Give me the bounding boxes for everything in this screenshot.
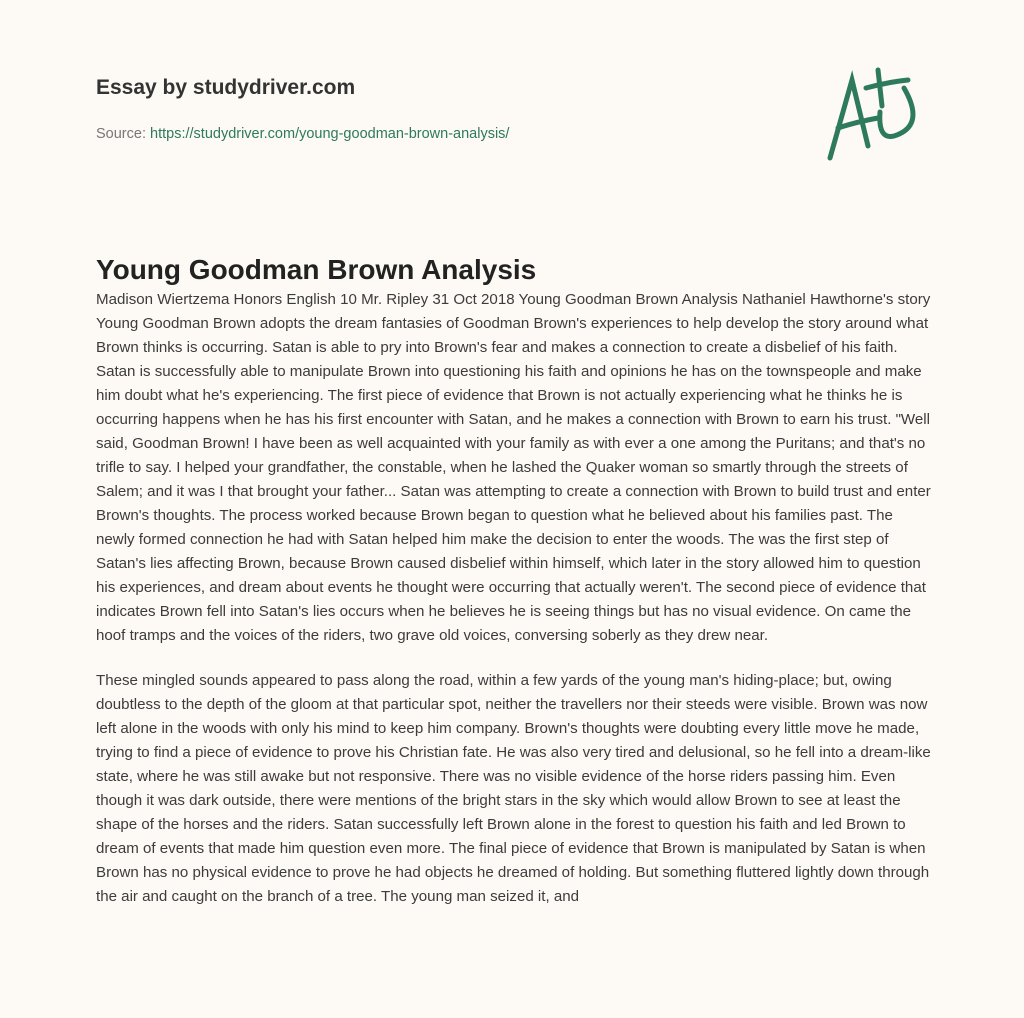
source-line — [96, 126, 509, 142]
brand-title: Essay by studydriver.com — [96, 76, 356, 99]
source-link[interactable]: https://studydriver.com/young-goodman-brown-analysis/ — [150, 126, 510, 142]
essay-header — [96, 76, 509, 142]
essay-paragraph: These mingled sounds appeared to pass along the road, within a few yards of the young man's hiding-place; but, owing doubtless to the depth of the gloom at that particular spot, neither the travellers nor their steeds were visible. Brown was now left alone in the woods with only his mind to keep him company. Brown's thoughts were doubting every little move he made, trying to find a piece of evidence to prove his Christian fate. He was also very tired and delusional, so he fell into a dream-like state, where he was still awake but not responsive. There was no visible evidence of the horse riders passing him. Even though it was dark outside, there were mentions of the bright stars in the sky which would allow Brown to see at least the shape of the horses and the riders. Satan successfully left Brown alone in the forest to question his faith and led Brown to dream of events that made him question even more. The final piece of evidence that Brown is manipulated by Satan is when Brown has no physical evidence to prove he had objects he dreamed of holding. But something fluttered lightly down through the air and caught on the branch of a tree. The young man seized it, and — [96, 672, 931, 905]
page-title: Young Goodman Brown Analysis — [96, 254, 537, 285]
source-label: Source: — [96, 126, 146, 142]
essay-paragraph: Madison Wiertzema Honors English 10 Mr. Ripley 31 Oct 2018 Young Goodman Brown Analysis Nathaniel Hawthorne's story Young Goodman Brown adopts the dream fantasies of Goodman Brown's experiences to help develop the story around what Brown thinks is occurring. Satan is able to pry into Brown's fear and makes a connection to create a disbelief of his faith. Satan is successfully able to manipulate Brown into questioning his faith and opinions he has on the townspeople and make him doubt what he's experiencing. The first piece of evidence that Brown is not actually experiencing what he thinks he is occurring happens when he has his first encounter with Satan, and he makes a connection with Brown to earn his trust. "Well said, Goodman Brown! I have been as well acquainted with your family as with ever a one among the Puritans; and that's no trifle to say. I helped your grandfather, the constable, when he lashed the Quaker woman so smartly through the streets of Salem; and it was I that brought your father... Satan was attempting to create a connection with Brown to build trust and enter Brown's thoughts. The process worked because Brown began to question what he believed about his families past. The newly formed connection he had with Satan helped him make the decision to enter the woods. The was the first step of Satan's lies affecting Brown, because Brown caused disbelief within himself, which later in the story allowed him to question his experiences, and dream about events he thought were occurring that actually weren't. The second piece of evidence that indicates Brown fell into Satan's lies occurs when he believes he is seeing things but has no visual evidence. On came the hoof tramps and the voices of the riders, two grave old voices, conversing soberly as they drew near. — [96, 291, 931, 644]
essay-body — [96, 288, 932, 930]
a-plus-logo-icon — [818, 66, 930, 166]
